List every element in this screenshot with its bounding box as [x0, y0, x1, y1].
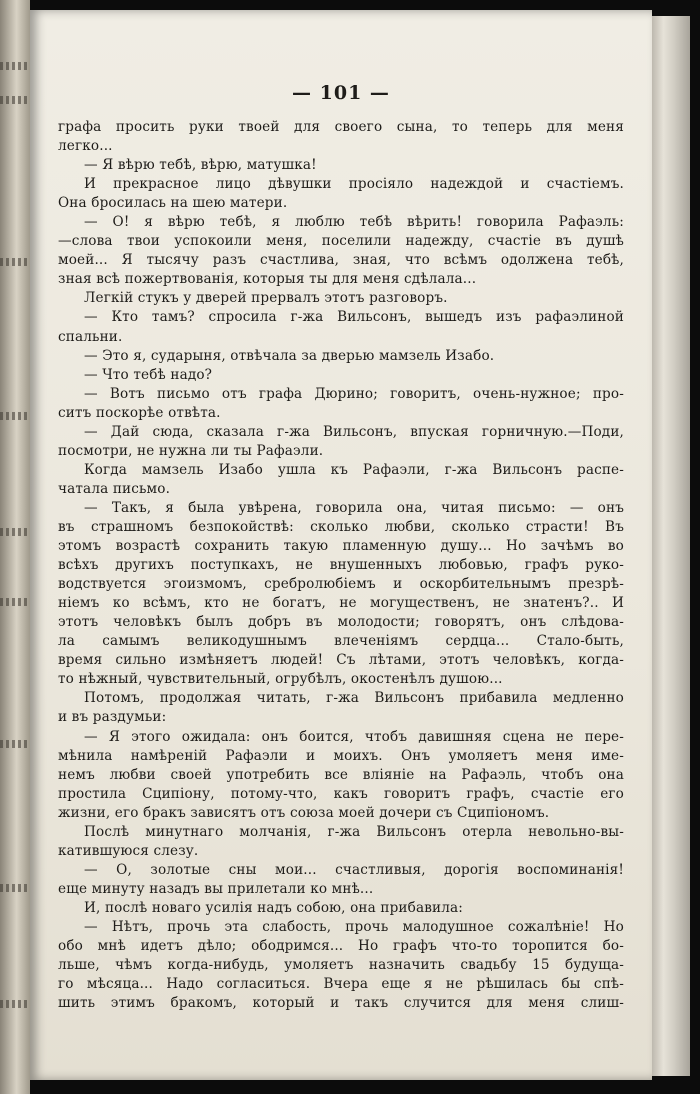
text-line: шить этимъ бракомъ, который и такъ случится для меня слиш-	[58, 995, 624, 1012]
left-page-edge	[0, 0, 30, 1094]
text-line: — Нѣтъ, прочь эта слабость, прочь малодушное сожалѣніе! Но	[84, 918, 624, 935]
text-line: посмотри, не нужна ли ты Рафаэли.	[58, 442, 324, 459]
text-line: водствуется эгоизмомъ, сребролюбіемъ и оскорбительнымъ презрѣ-	[58, 576, 624, 593]
text-line: еще минуту назадъ вы прилетали ко мнѣ...	[58, 880, 374, 897]
text-line: — О! я вѣрю тебѣ, я люблю тебѣ вѣрить! говорила Рафаэль:	[84, 214, 624, 231]
text-line: — О, золотые сны мои... счастливыя, дорогія воспоминанія!	[84, 861, 624, 878]
left-page-text-fragment	[0, 258, 30, 266]
left-page-text-fragment	[0, 62, 30, 70]
left-page-text-fragment	[0, 412, 30, 420]
text-line: въ страшномъ безпокойствѣ: сколько любви, сколько страсти! Въ	[58, 518, 624, 535]
text-line: ла самымъ великодушнымъ влеченіямъ сердца... Стало-быть,	[58, 633, 624, 650]
text-line: —слова твои успокоили меня, поселили надежду, счастіе въ душѣ	[58, 233, 624, 250]
text-line: И прекрасное лицо дѣвушки просіяло надеждой и счастіемъ.	[84, 176, 624, 193]
text-line: графа просить руки твоей для своего сына, то теперь для меня	[58, 119, 624, 135]
text-line: льше, чѣмъ когда-нибудь, умоляетъ назначить свадьбу 15 будуща-	[58, 957, 624, 974]
text-line: этомъ возрастѣ сохранить такую пламенную душу... Но зачѣмъ во	[58, 538, 624, 555]
left-page-text-fragment	[0, 598, 30, 606]
text-line: легко...	[58, 138, 113, 155]
left-page-text-fragment	[0, 528, 30, 536]
left-page-text-fragment	[0, 740, 30, 748]
text-line: — Это я, сударыня, отвѣчала за дверью мамзель Изабо.	[84, 347, 495, 364]
left-page-text-fragment	[0, 1000, 30, 1008]
text-line: спальни.	[58, 328, 123, 345]
left-page-text-fragment	[0, 96, 30, 104]
page-stack-edge	[652, 16, 690, 1076]
text-line: время сильно измѣняетъ людей! Съ лѣтами, этотъ человѣкъ, когда-	[58, 652, 624, 669]
text-line: — Такъ, я была увѣрена, говорила она, читая письмо: — онъ	[84, 499, 624, 516]
text-line: — Вотъ письмо отъ графа Дюрино; говоритъ, очень-нужное; про-	[84, 385, 624, 402]
text-line: чатала письмо.	[58, 480, 171, 497]
text-line: катившуюся слезу.	[58, 842, 199, 859]
text-line: го мѣсяца... Надо согласиться. Вчера еще я не рѣшилась бы спѣ-	[58, 976, 624, 993]
text-line: И, послѣ новаго усилія надъ собою, она прибавила:	[84, 899, 464, 916]
page-body-text	[58, 118, 624, 1013]
text-line: всѣхъ другихъ поступкахъ, не внушенныхъ любовью, графъ руко-	[58, 557, 624, 574]
text-line: — Я вѣрю тебѣ, вѣрю, матушка!	[84, 157, 317, 174]
text-line: Когда мамзель Изабо ушла къ Рафаэли, г-жа Вильсонъ распе-	[84, 461, 624, 478]
text-line: Потомъ, продолжая читать, г-жа Вильсонъ прибавила медленно	[84, 690, 624, 707]
text-line: то нѣжный, чувствительный, огрубѣлъ, окостенѣлъ душою...	[58, 671, 503, 688]
text-line: — Дай сюда, сказала г-жа Вильсонъ, впуская горничную.—Поди,	[84, 423, 624, 440]
text-line: ніемъ ко всѣмъ, кто не богатъ, не могущественъ, не знатенъ?.. И	[58, 595, 624, 612]
text-line: Она бросилась на шею матери.	[58, 195, 288, 212]
text-line: мѣнила намѣреній Рафаэли и моихъ. Онъ умоляетъ меня име-	[58, 747, 624, 764]
text-line: и въ раздумьи:	[58, 709, 167, 726]
text-line: моей... Я тысячу разъ счастлива, зная, что всѣмъ одолжена тебѣ,	[58, 252, 624, 269]
left-page-text-fragment	[0, 884, 30, 892]
text-line: зная всѣ пожертвованія, которыя ты для меня сдѣлала...	[58, 271, 477, 288]
text-line: ситъ поскорѣе отвѣта.	[58, 404, 221, 421]
text-line: Послѣ минутнаго молчанія, г-жа Вильсонъ отерла невольно-вы-	[84, 823, 624, 840]
text-line: обо мнѣ идетъ дѣло; ободримся... Но графъ что-то торопится бо-	[58, 938, 624, 955]
text-line: — Кто тамъ? спросила г-жа Вильсонъ, вышедъ изъ рафаэлиной	[84, 309, 624, 326]
page-number: — 101 —	[292, 82, 390, 104]
text-line: — Я этого ожидала: онъ боится, чтобъ давишняя сцена не пере-	[84, 728, 624, 745]
text-line: жизни, его бракъ зависятъ отъ союза моей дочери съ Сципіономъ.	[58, 804, 550, 821]
text-line: — Что тебѣ надо?	[84, 366, 213, 383]
text-line: немъ любви своей употребить все вліяніе на Рафаэль, чтобъ она	[58, 766, 624, 783]
text-line: простила Сципіону, потому-что, какъ говоритъ графъ, счастіе его	[58, 785, 624, 802]
text-line: этотъ человѣкъ былъ добръ въ молодости; говорятъ, онъ слѣдова-	[58, 614, 624, 631]
text-line: Легкій стукъ у дверей прервалъ этотъ разговоръ.	[84, 290, 448, 307]
book-page	[30, 10, 652, 1080]
